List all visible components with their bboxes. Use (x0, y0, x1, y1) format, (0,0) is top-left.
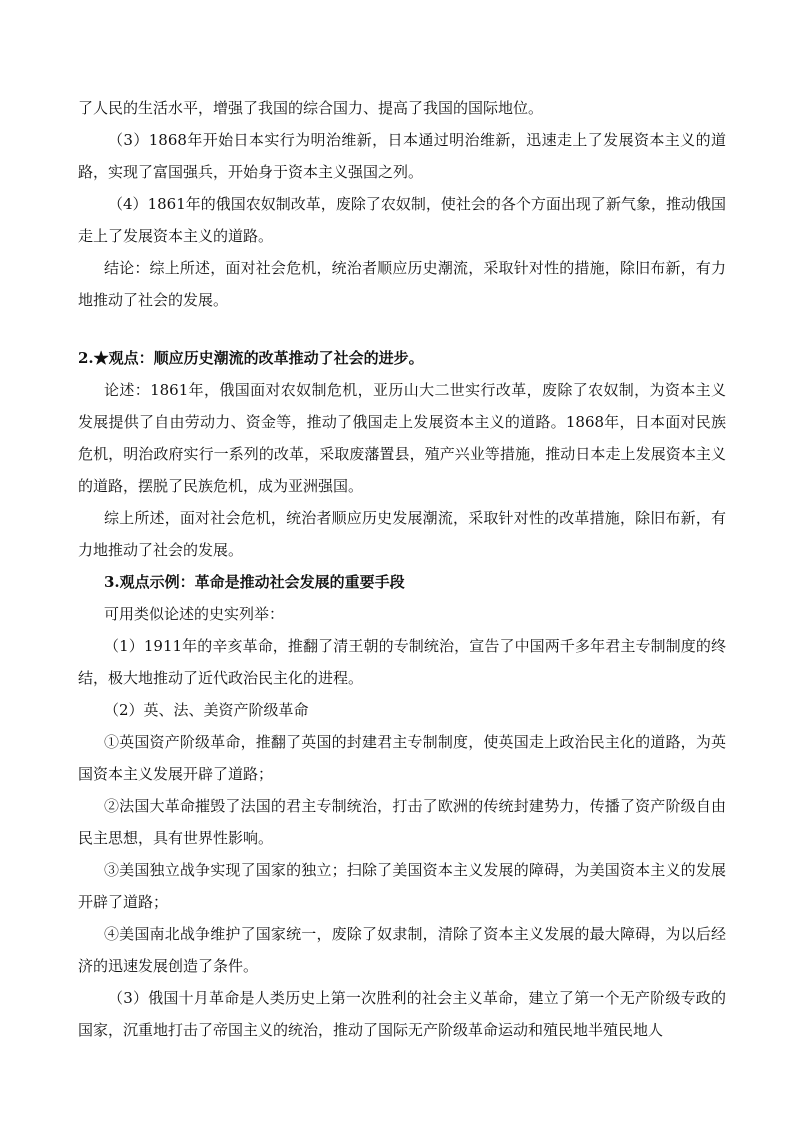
paragraph-intro: 可用类似论述的史实列举： (104, 605, 285, 623)
paragraph-bourgeois-revolutions: （2）英、法、美资产阶级革命 (104, 701, 309, 719)
paragraph-xinhai: （1）1911年的辛亥革命，推翻了清王朝的专制统治，宣告了中国两千多年君主专制制度的终结，极大地推动了近代政治民主化的进程。 (78, 637, 726, 687)
paragraph-october-revolution: （3）俄国十月革命是人类历史上第一次胜利的社会主义革命，建立了第一个无产阶级专政的国家，沉重地打击了帝国主义的统治，推动了国际无产阶级革命运动和殖民地半殖民地人 (78, 989, 726, 1039)
paragraph-item-3-meiji: （3）1868年开始日本实行为明治维新，日本通过明治维新，迅速走上了发展资本主义的道路，实现了富国强兵，开始身于资本主义强国之列。 (78, 131, 726, 181)
paragraph-argument: 论述：1861年，俄国面对农奴制危机，亚历山大二世实行改革，废除了农奴制，为资本主义发展提供了自由劳动力、资金等，推动了俄国走上发展资本主义的道路。1868年，日本面对民族危机，明治政府实行一系列的改革，采取废藩置县，殖产兴业等措施，推动日本走上发展资本主义的道路，摆脱了民族危机，成为亚洲强国。 (78, 381, 726, 495)
heading-viewpoint-3: 3.观点示例：革命是推动社会发展的重要手段 (104, 573, 405, 591)
paragraph-civil-war: ④美国南北战争维护了国家统一，废除了奴隶制，清除了资本主义发展的最大障碍，为以后经济的迅速发展创造了条件。 (78, 925, 726, 975)
paragraph-french-revolution: ②法国大革命摧毁了法国的君主专制统治，打击了欧洲的传统封建势力，传播了资产阶级自由民主思想，具有世界性影响。 (78, 797, 726, 847)
paragraph-summary: 综上所述，面对社会危机，统治者顺应历史发展潮流，采取针对性的改革措施，除旧布新，有力地推动了社会的发展。 (78, 509, 726, 559)
paragraph-item-4-russia: （4）1861年的俄国农奴制改革，废除了农奴制，使社会的各个方面出现了新气象，推动俄国走上了发展资本主义的道路。 (78, 195, 726, 245)
paragraph-conclusion: 结论：综上所述，面对社会危机，统治者顺应历史潮流，采取针对性的措施，除旧布新，有力地推动了社会的发展。 (78, 259, 726, 309)
paragraph-continuation: 了人民的生活水平，增强了我国的综合国力、提高了我国的国际地位。 (78, 99, 544, 117)
paragraph-american-independence: ③美国独立战争实现了国家的独立；扫除了美国资本主义发展的障碍，为美国资本主义的发展开辟了道路； (78, 861, 726, 911)
paragraph-english-revolution: ①英国资产阶级革命，推翻了英国的封建君主专制制度，使英国走上政治民主化的道路，为英国资本主义发展开辟了道路； (78, 733, 726, 783)
heading-viewpoint-2: 2.★观点：顺应历史潮流的改革推动了社会的进步。 (78, 349, 424, 367)
